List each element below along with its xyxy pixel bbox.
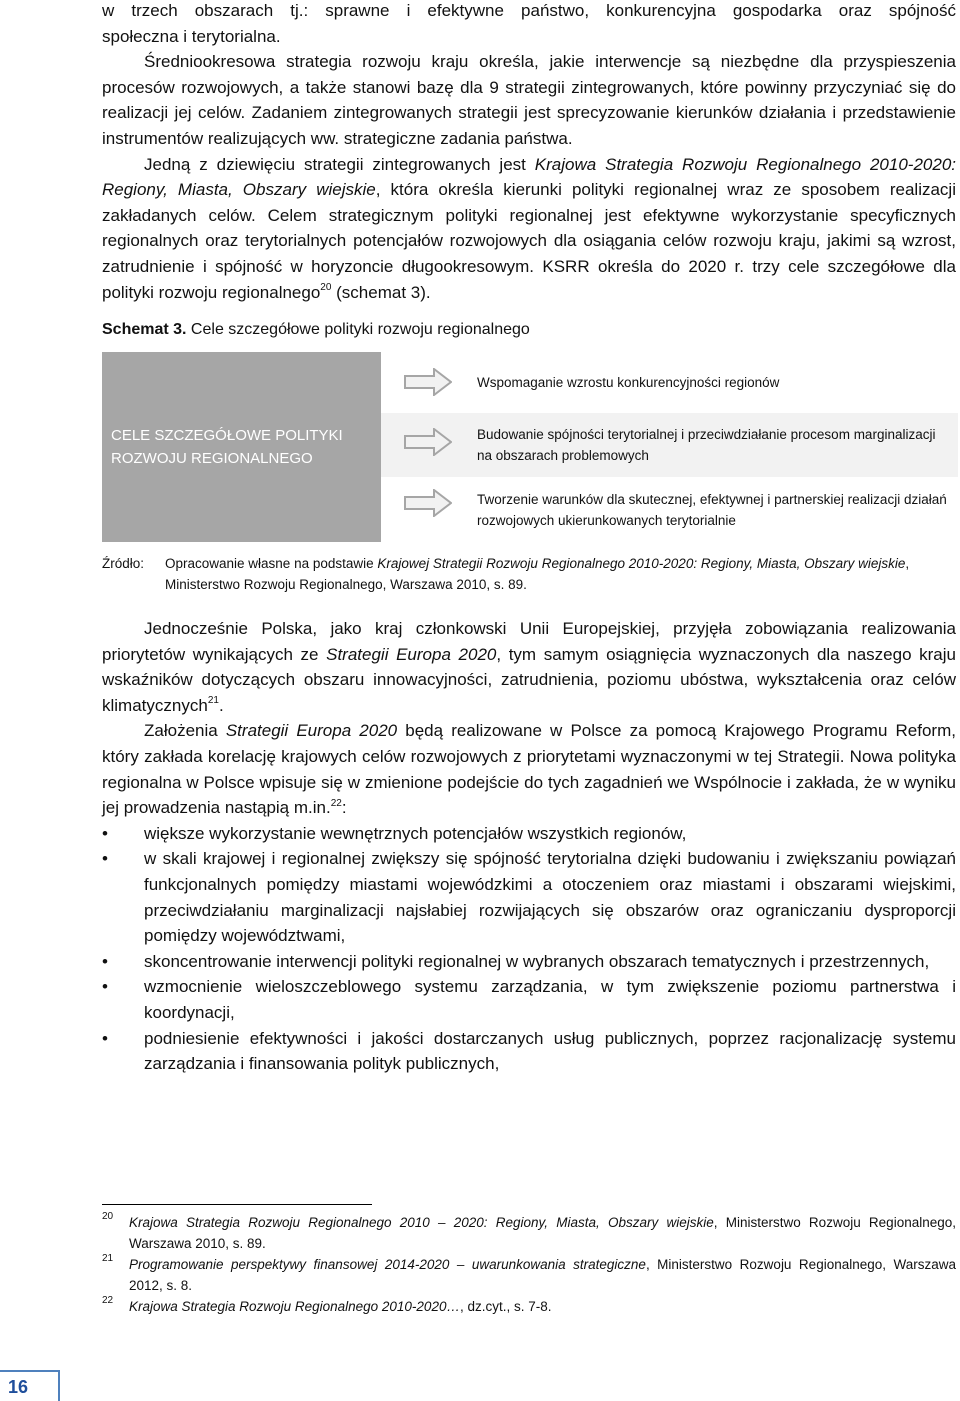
footnote-number: 20	[102, 1211, 114, 1222]
diagram-left-box	[102, 352, 381, 542]
page-number-frame	[0, 1370, 60, 1401]
paragraph-zalozenia	[102, 718, 956, 820]
paragraph-ksrr-a: Jedną z dziewięciu strategii zintegrowanych jest	[144, 154, 535, 174]
paragraph-srednio-a: Średniookresowa strategia rozwoju kraju określa, jakie interwencje są niezbędne dla przyspieszenia procesów rozwojowych, a także stanowi bazę dla 9 strategii zintegrowanych, które powinny przyczyniać się do realizacji jej celów.	[102, 52, 956, 123]
footnote-title: Krajowa Strategia Rozwoju Regionalnego 2010-2020…	[129, 1299, 460, 1314]
bullet-list	[102, 821, 956, 1077]
footnote-number: 21	[102, 1253, 114, 1264]
bullet-icon: •	[102, 1028, 108, 1048]
source-title: Krajowej Strategii Rozwoju Regionalnego 2010-2020: Regiony, Miasta, Obszary wiejskie	[377, 556, 906, 571]
list-item-text: w skali krajowej i regionalnej zwiększy się spójność terytorialna dzięki budowaniu i zwiększaniu powiązań funkcjonalnych pomiędzy miastami wojewódzkimi a otoczeniem oraz miastami i obszarami wiejskimi, przeciwdziałaniu marginalizacji najsłabiej rozwijających się obszarów oraz ograniczaniu dysproporcji pomiędzy województwami,	[144, 849, 956, 946]
paragraph-zal-a: Założenia	[144, 721, 226, 741]
paragraph-ue	[102, 616, 956, 718]
paragraph-ksrr-b: , która określa kierunki polityki regionalnej wraz ze sposobem realizacji zakładanych celów. Celem strategicznym polityki regionalnej jest efektywne wykorzystanie specyficznych regionalnych oraz terytorialnych potencjałów rozwojowych dla osiągania celów rozwoju kraju, jakimi są wzrost, zatrudnienie i spójność w horyzoncie długookresowym. KSRR określa do 2020 r. trzy cele szczegółowe dla polityki rozwoju regionalnego	[102, 180, 956, 302]
footnote-ref-22[interactable]: 22	[330, 797, 342, 809]
list-item-text: skoncentrowanie interwencji polityki regionalnej w wybranych obszarach tematycznych i przestrzennych,	[144, 951, 930, 971]
paragraph-ue-c: .	[218, 695, 224, 715]
bullet-icon: •	[102, 849, 108, 869]
paragraph-continuation-line: w trzech obszarach tj.: sprawne i efektywne państwo, konkurencyjna gospodarka oraz spójność	[102, 1, 956, 20]
diagram-left-title: CELE SZCZEGÓŁOWE POLITYKI ROZWOJU REGIONALNEGO	[111, 427, 343, 467]
paragraph-continuation-end: społeczna i terytorialna.	[102, 26, 281, 46]
schemat-caption-text: Cele szczegółowe polityki rozwoju regionalnego	[186, 321, 530, 338]
schemat-caption	[102, 319, 530, 341]
arrow-right-icon	[404, 489, 452, 517]
paragraph-zal-b: będą realizowane w Polsce za pomocą Krajowego Programu Reform, który zakłada korelację krajowych celów rozwojowych z priorytetami wyznaczonymi w tej Strategii. Nowa polityka regionalna w Polsce wpisuje się w zmienione podejście do tych zagadnień we Wspólnocie i zakłada, że w wyniku jej prowadzenia nastąpią m.in.	[102, 721, 956, 818]
footnote-title: Programowanie perspektywy finansowej 2014-2020 – uwarunkowania strategiczne	[129, 1257, 646, 1272]
footnote-rest: , dz.cyt., s. 7-8.	[459, 1299, 552, 1314]
diagram-row-2	[381, 413, 958, 477]
bullet-icon: •	[102, 823, 108, 843]
diagram-goal-3: Tworzenie warunków dla skutecznej, efektywnej i partnerskiej realizacji działań rozwojowych ukierunkowanych terytorialnie	[477, 492, 947, 528]
paragraph-ksrr	[102, 152, 956, 306]
schemat-label: Schemat 3.	[102, 321, 187, 338]
paragraph-ue-b: , tym samym osiągnięcia wyznaczonych dla naszego kraju wskaźników dotyczących obszaru innowacyjności, zatrudnienia, poziomu ubóstwa, wykształcenia oraz celów klimatycznych	[102, 644, 956, 715]
list-item	[102, 949, 956, 975]
footnote-title: Krajowa Strategia Rozwoju Regionalnego 2010 – 2020: Regiony, Miasta, Obszary wiejskie	[129, 1215, 714, 1230]
schemat-diagram	[102, 352, 958, 542]
list-item	[102, 1026, 956, 1077]
source-note	[102, 553, 956, 595]
diagram-row-1	[381, 352, 958, 413]
source-label: Źródło:	[102, 556, 145, 571]
list-item-text: większe wykorzystanie wewnętrznych potencjałów wszystkich regionów,	[144, 823, 687, 843]
list-item	[102, 846, 956, 948]
paragraph-ksrr-c: (schemat 3).	[331, 282, 431, 302]
footnote-ref-21[interactable]: 21	[207, 695, 219, 707]
body-text-bottom	[102, 616, 956, 1077]
paragraph-ue-title: Strategii Europa 2020	[326, 644, 497, 664]
footnote-number: 22	[102, 1295, 114, 1306]
list-item	[102, 974, 956, 1025]
footnote-ref-20[interactable]: 20	[320, 281, 332, 293]
paragraph-srednio	[102, 49, 956, 151]
paragraph-ksrr-title: Krajowa Strategia Rozwoju Regionalnego 2010-2020: Regiony, Miasta, Obszary wiejskie	[102, 154, 956, 200]
footnote-22	[102, 1296, 956, 1317]
list-item	[102, 821, 956, 847]
footnote-rest: , Ministerstwo Rozwoju Regionalnego, Warszawa 2012, s. 8.	[129, 1257, 956, 1293]
source-b: , Ministerstwo Rozwoju Regionalnego, Warszawa 2010, s. 89.	[165, 556, 910, 592]
diagram-row-3	[381, 477, 958, 542]
footnotes	[102, 1212, 956, 1317]
list-item-text: wzmocnienie wieloszczeblowego systemu zarządzania, w tym zwiększenie poziomu partnerstwa i koordynacji,	[144, 977, 956, 1022]
arrow-right-icon	[404, 368, 452, 396]
footnote-rest: , Ministerstwo Rozwoju Regionalnego, Warszawa 2010, s. 89.	[129, 1215, 956, 1251]
paragraph-ue-a: Jednocześnie Polska, jako kraj członkowski Unii Europejskiej, przyjęła zobowiązania realizowania priorytetów wynikających ze	[102, 619, 956, 664]
footnote-20	[102, 1212, 956, 1254]
page-number: 16	[8, 1377, 29, 1397]
bullet-icon: •	[102, 977, 108, 997]
footnote-21	[102, 1254, 956, 1296]
bullet-icon: •	[102, 951, 108, 971]
list-item-text: podniesienie efektywności i jakości dostarczanych usług publicznych, poprzez racjonalizację systemu zarządzania i finansowania polityk publicznych,	[144, 1028, 956, 1074]
diagram-goal-1: Wspomaganie wzrostu konkurencyjności regionów	[477, 375, 780, 390]
paragraph-zal-c: :	[341, 798, 347, 818]
body-text-top	[102, 0, 956, 305]
paragraph-srednio-b: Zadaniem zintegrowanych strategii jest sprecyzowanie kierunków działania i przedstawienie instrumentów realizujących ww. strategiczne zadania państwa.	[102, 103, 956, 148]
source-a: Opracowanie własne na podstawie	[165, 556, 378, 571]
source-body	[165, 553, 956, 595]
arrow-right-icon	[404, 428, 452, 456]
footnote-separator	[102, 1204, 372, 1205]
diagram-goal-2: Budowanie spójności terytorialnej i przeciwdziałanie procesom marginalizacji na obszarach problemowych	[477, 427, 936, 463]
paragraph-zal-title: Strategii Europa 2020	[225, 721, 398, 741]
